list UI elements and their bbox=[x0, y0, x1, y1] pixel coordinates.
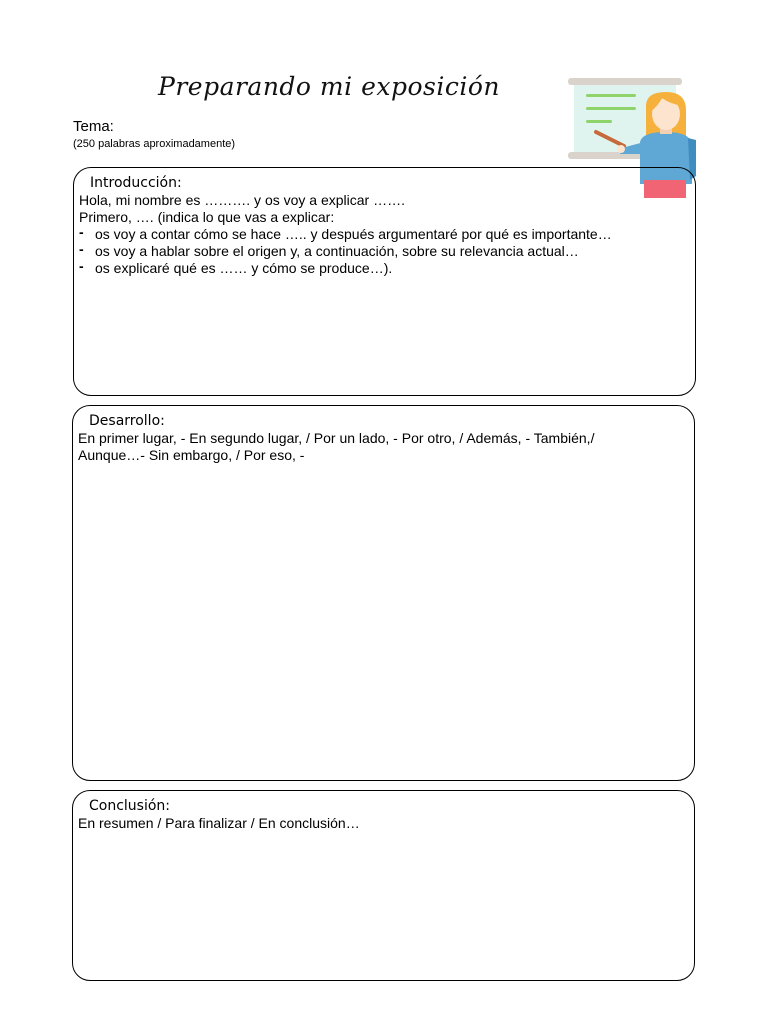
bullet-dash: - bbox=[79, 258, 84, 274]
intro-bullet-text: os voy a hablar sobre el origen y, a continuación, sobre su relevancia actual… bbox=[95, 243, 579, 259]
intro-bullet bbox=[79, 243, 679, 260]
intro-bullet-text: os voy a contar cómo se hace ….. y después argumentaré por qué es importante… bbox=[95, 226, 612, 242]
tema-note: (250 palabras aproximadamente) bbox=[73, 138, 236, 150]
intro-bullet bbox=[79, 226, 679, 243]
tema-label: Tema: bbox=[73, 118, 114, 135]
board-top-bar bbox=[568, 78, 682, 85]
conclusion-heading: Conclusión: bbox=[89, 798, 171, 814]
development-heading: Desarrollo: bbox=[89, 413, 165, 429]
intro-line: Primero, …. (indica lo que vas a explicar: bbox=[79, 209, 335, 225]
conclusion-box[interactable] bbox=[72, 790, 695, 981]
introduction-heading: Introducción: bbox=[90, 175, 182, 191]
introduction-body bbox=[79, 192, 679, 277]
page-title: Preparando mi exposición bbox=[158, 72, 501, 101]
development-box[interactable] bbox=[72, 405, 695, 781]
introduction-box[interactable] bbox=[73, 167, 696, 396]
bullet-dash: - bbox=[79, 241, 84, 257]
conclusion-body bbox=[78, 815, 678, 832]
development-body bbox=[78, 430, 678, 464]
board-line bbox=[586, 107, 636, 110]
bullet-dash: - bbox=[79, 224, 84, 240]
board-line bbox=[586, 120, 612, 123]
development-line: Aunque…- Sin embargo, / Por eso, - bbox=[78, 447, 305, 463]
board-line bbox=[586, 94, 636, 97]
intro-bullet-text: os explicaré qué es …… y cómo se produce…). bbox=[95, 260, 393, 276]
conclusion-line: En resumen / Para finalizar / En conclusión… bbox=[78, 815, 360, 831]
development-line: En primer lugar, - En segundo lugar, / Por un lado, - Por otro, / Además, - También,/ bbox=[78, 430, 595, 446]
hand bbox=[617, 145, 625, 153]
intro-bullet bbox=[79, 260, 679, 277]
intro-line: Hola, mi nombre es ………. y os voy a explicar ……. bbox=[79, 192, 405, 208]
